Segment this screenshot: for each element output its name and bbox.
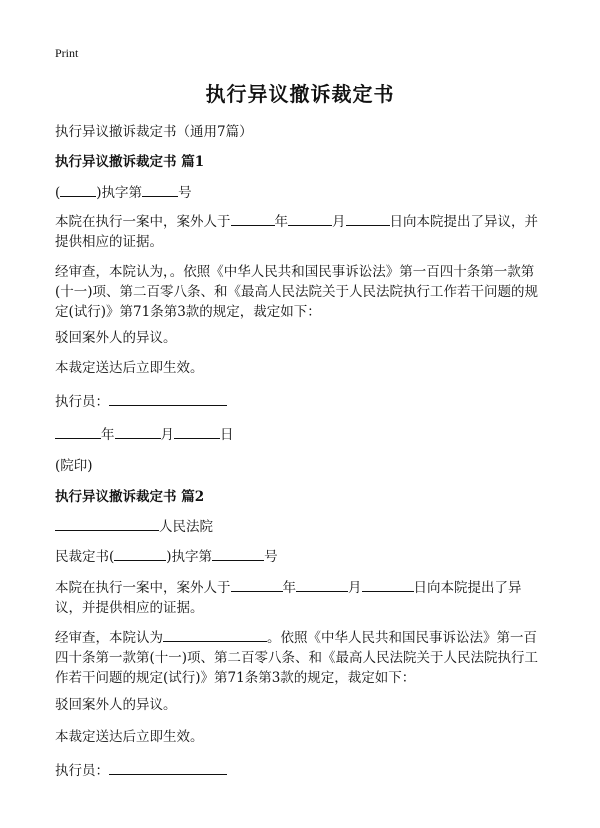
date-year-label: 年: [101, 427, 115, 443]
s2-para2-text-b: 。依照《中华人民共和国民事诉讼法》第一百四十条第一款第(十一)项、第二百零八条、和《最高人民法院关于人民法院执行工作若干问题的规定(试行)》第71条第3款的规定，裁定如下：: [55, 630, 539, 686]
document-subtitle: 执行异议撤诉裁定书（通用7篇）: [55, 124, 253, 140]
section2-heading: 执行异议撤诉裁定书 篇2: [55, 489, 205, 505]
s2-para1-day-blank: [362, 577, 414, 592]
ruling-mid: )执字第: [166, 549, 213, 565]
section1-paragraph-4: 本裁定送达后立即生效。: [55, 360, 204, 376]
date-year-blank: [55, 424, 101, 439]
para1-year-blank: [231, 211, 275, 226]
case-no-blank-2: [142, 182, 178, 197]
ruling-suffix: 号: [264, 549, 278, 565]
para1-text-a: 本院在执行一案中，案外人于: [55, 214, 231, 230]
ruling-prefix: 民裁定书(: [55, 549, 115, 565]
s2-para1-year-label: 年: [282, 580, 296, 596]
s2-executor-blank: [109, 760, 227, 775]
s2-para2-blank: [163, 627, 267, 642]
section1-case-number: [55, 182, 548, 203]
case-no-mid: )执字第: [96, 185, 143, 201]
section2-court-line: [55, 516, 548, 537]
section2-paragraph-1: [55, 577, 548, 618]
section1-paragraph-1: [55, 211, 548, 252]
para1-day-blank: [346, 211, 390, 226]
s2-executor-label: 执行员：: [55, 763, 109, 779]
section2-paragraph-2: [55, 627, 548, 688]
executor-blank: [109, 391, 227, 406]
s2-para1-month-blank: [296, 577, 348, 592]
s2-para1-text-b: 日向本院提出了异议，并提供相应的证据。: [55, 580, 522, 616]
court-suffix: 人民法院: [159, 519, 213, 535]
section2-paragraph-4: 本裁定送达后立即生效。: [55, 729, 204, 745]
date-month-label: 月: [160, 427, 174, 443]
document-title: 执行异议撤诉裁定书: [205, 82, 395, 106]
court-name-blank: [55, 516, 159, 531]
section2-executor-line: [55, 760, 548, 781]
s2-para2-text-a: 经审查，本院认为: [55, 630, 163, 646]
ruling-blank-1: [114, 546, 166, 561]
section2-ruling-number: [55, 546, 548, 567]
date-month-blank: [115, 424, 161, 439]
date-day-blank: [174, 424, 220, 439]
para1-year-label: 年: [274, 214, 288, 230]
ruling-blank-2: [212, 546, 264, 561]
section1-paragraph-3: 驳回案外人的异议。: [55, 330, 177, 346]
section2-paragraph-3: 驳回案外人的异议。: [55, 697, 177, 713]
case-no-prefix: (: [55, 185, 61, 201]
s2-para1-year-blank: [231, 577, 283, 592]
print-link[interactable]: Print: [55, 46, 79, 60]
section1-seal: (院印): [55, 458, 93, 474]
para1-month-blank: [288, 211, 332, 226]
executor-label: 执行员：: [55, 394, 109, 410]
section1-executor-line: [55, 391, 548, 412]
section1-date-line: [55, 424, 548, 445]
date-day-label: 日: [220, 427, 234, 443]
section1-paragraph-2: 经审查，本院认为，。依照《中华人民共和国民事诉讼法》第一百四十条第一款第(十一)项、第二百零八条、和《最高人民法院关于人民法院执行工作若干问题的规定(试行)》第71条第3款的规定，裁定如下：: [55, 264, 539, 320]
case-no-suffix: 号: [178, 185, 192, 201]
s2-para1-text-a: 本院在执行一案中，案外人于: [55, 580, 231, 596]
para1-month-label: 月: [332, 214, 346, 230]
para1-text-b: 日向本院提出了异议，并提供相应的证据。: [55, 214, 538, 250]
s2-para1-month-label: 月: [348, 580, 362, 596]
case-no-blank-1: [60, 182, 96, 197]
section1-heading: 执行异议撤诉裁定书 篇1: [55, 154, 205, 170]
